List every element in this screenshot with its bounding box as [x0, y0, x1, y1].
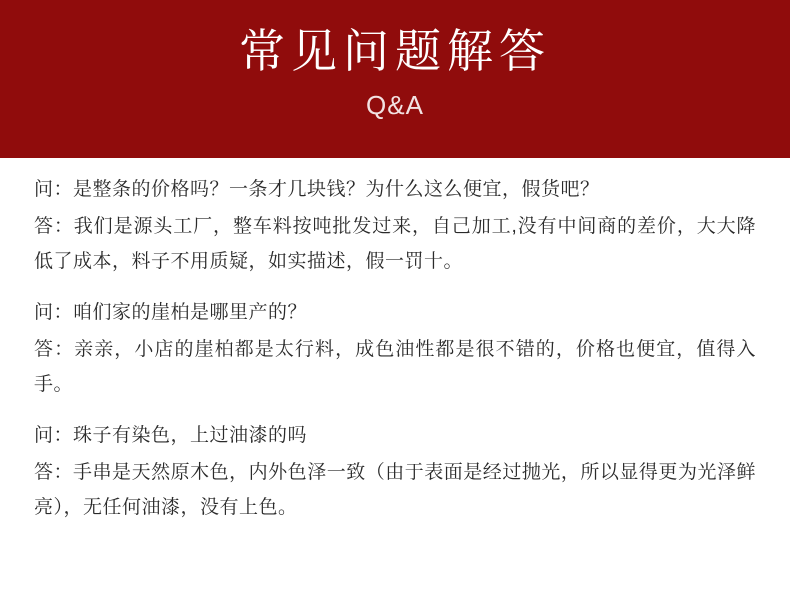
faq-item — [34, 295, 756, 402]
faq-answer: 答：亲亲，小店的崖柏都是太行料，成色油性都是很不错的，价格也便宜，值得入手。 — [34, 339, 756, 395]
faq-item — [34, 418, 756, 525]
faq-item — [34, 172, 756, 279]
page-title: 常见问题解答 — [239, 25, 551, 77]
faq-answer: 答：我们是源头工厂，整车料按吨批发过来，自己加工,没有中间商的差价，大大降低了成本，料子不用质疑，如实描述，假一罚十。 — [34, 216, 756, 272]
faq-answer: 答：手串是天然原木色，内外色泽一致（由于表面是经过抛光，所以显得更为光泽鲜亮），无任何油漆，没有上色。 — [34, 462, 756, 518]
page-subtitle: Q&A — [366, 90, 424, 120]
faq-question: 问：珠子有染色，上过油漆的吗 — [34, 425, 308, 446]
faq-list — [0, 158, 790, 525]
faq-question: 问：是整条的价格吗？一条才几块钱？为什么这么便宜，假货吧？ — [34, 179, 600, 200]
page-header — [0, 0, 790, 158]
faq-question: 问：咱们家的崖柏是哪里产的？ — [34, 302, 308, 323]
